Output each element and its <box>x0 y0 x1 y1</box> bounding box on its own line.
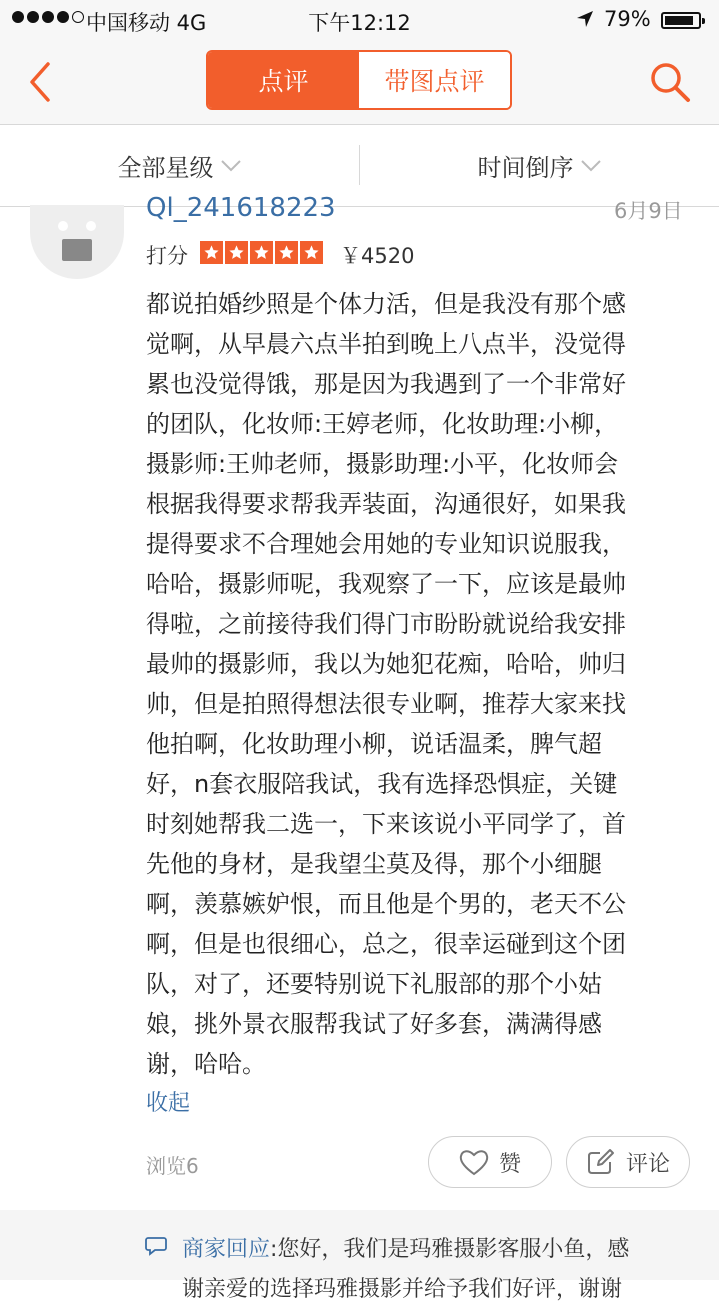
carrier-label: 中国移动 4G <box>86 11 207 35</box>
star-icon <box>275 241 298 264</box>
merchant-reply-label[interactable]: 商家回应 <box>182 1237 271 1262</box>
star-icon <box>250 241 273 264</box>
status-time: 下午12:12 <box>308 11 411 35</box>
review-body-line: 得啦，之前接待我们得门市盼盼就说给我安排 <box>146 610 626 638</box>
merchant-reply-content-line2: 谢亲爱的选择玛雅摄影并给予我们好评，谢谢 <box>182 1277 623 1302</box>
review-body-line: 啊，羡慕嫉妒恨，而且他是个男的，老天不公 <box>146 890 626 918</box>
review-body-line: 啊，但是也很细心，总之，很幸运碰到这个团 <box>146 930 626 958</box>
nav-bar <box>0 40 719 125</box>
review-body-line: 谢，哈哈。 <box>146 1050 266 1078</box>
star-icon <box>300 241 323 264</box>
status-bar <box>0 0 719 40</box>
battery-percent: 79% <box>604 7 651 31</box>
review-body-line: 摄影师:王帅老师，摄影助理:小平，化妆师会 <box>146 450 619 478</box>
merchant-reply-text <box>182 1232 629 1263</box>
merchant-reply-content: :您好，我们是玛雅摄影客服小鱼，感 <box>270 1237 630 1262</box>
review-body-line: 最帅的摄影师，我以为她犯花痴，哈哈，帅归 <box>146 650 626 678</box>
review-body <box>146 284 694 1084</box>
filter-bar <box>0 125 719 207</box>
comment-button[interactable] <box>566 1136 690 1188</box>
review-body-line: 的团队，化妆师:王婷老师，化妆助理:小柳， <box>146 410 619 438</box>
review-body-line: 根据我得要求帮我弄装面，沟通很好，如果我 <box>146 490 626 518</box>
review-body-line: 帅，但是拍照得想法很专业啊，推荐大家来找 <box>146 690 626 718</box>
review-body-line: 哈哈，摄影师呢，我观察了一下，应该是最帅 <box>146 570 626 598</box>
tab-photo-reviews[interactable]: 带图点评 <box>359 52 510 108</box>
heart-icon <box>459 1148 489 1176</box>
view-count: 浏览6 <box>146 1154 199 1178</box>
review-type-segmented-control <box>206 50 512 110</box>
battery-icon <box>661 12 701 29</box>
sort-order-label: 时间倒序 <box>477 154 574 182</box>
search-icon[interactable] <box>648 60 692 104</box>
review-body-line: 时刻她帮我二选一，下来该说小平同学了，首 <box>146 810 626 838</box>
chevron-down-icon <box>220 159 242 173</box>
star-filter-label: 全部星级 <box>117 154 214 182</box>
like-label: 赞 <box>498 1151 521 1177</box>
comment-label: 评论 <box>625 1151 670 1177</box>
review-body-line: 觉啊，从早晨六点半拍到晚上八点半，没觉得 <box>146 330 626 358</box>
sort-order-dropdown[interactable] <box>360 125 719 206</box>
back-chevron-icon[interactable] <box>26 60 56 104</box>
star-icon <box>200 241 223 264</box>
reviewer-username[interactable]: Ql_241618223 <box>146 193 336 223</box>
review-body-line: 他拍啊，化妆助理小柳，说话温柔，脾气超 <box>146 730 602 758</box>
avatar[interactable] <box>30 205 124 279</box>
edit-comment-icon <box>586 1148 616 1176</box>
like-button[interactable] <box>428 1136 552 1188</box>
speech-bubble-icon <box>145 1236 167 1256</box>
review-body-line: 先他的身材，是我望尘莫及得，那个小细腿 <box>146 850 602 878</box>
star-icon <box>225 241 248 264</box>
location-arrow-icon <box>576 10 594 28</box>
review-body-line: 提得要求不合理她会用她的专业知识说服我， <box>146 530 626 558</box>
star-rating <box>200 241 323 264</box>
review-body-line: 好，n套衣服陪我试，我有选择恐惧症，关键 <box>146 770 618 798</box>
price-per-person: ￥4520 <box>340 244 415 268</box>
collapse-link[interactable]: 收起 <box>146 1091 191 1116</box>
chevron-down-icon <box>580 159 602 173</box>
review-body-line: 队，对了，还要特别说下礼服部的那个小姑 <box>146 970 602 998</box>
rating-label: 打分 <box>146 244 188 268</box>
review-date: 6月9日 <box>614 199 683 223</box>
review-body-line: 娘，挑外景衣服帮我试了好多套，满满得感 <box>146 1010 602 1038</box>
review-body-line: 累也没觉得饿，那是因为我遇到了一个非常好 <box>146 370 626 398</box>
tab-reviews[interactable]: 点评 <box>208 52 359 108</box>
review-body-line: 都说拍婚纱照是个体力活，但是我没有那个感 <box>146 290 626 318</box>
